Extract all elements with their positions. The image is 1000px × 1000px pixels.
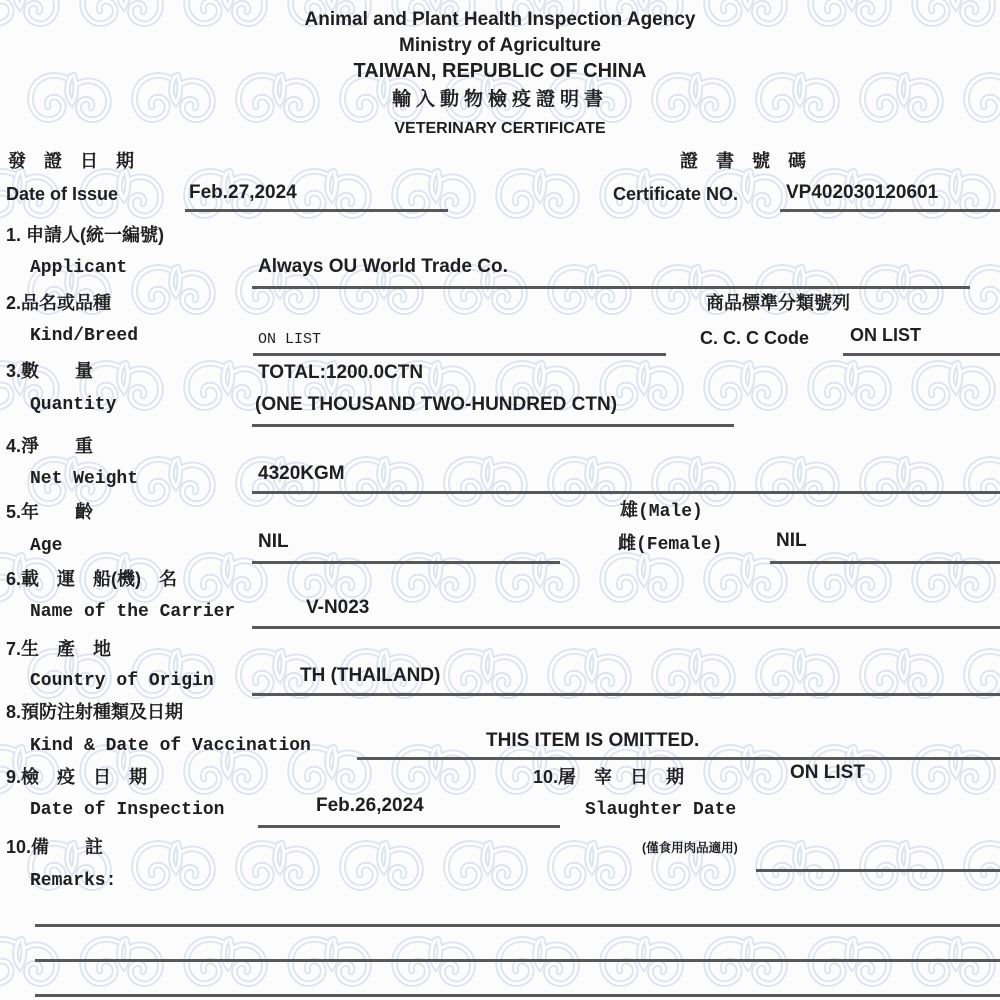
age-male-label: 雄(Male) (620, 502, 703, 522)
certificate-no-underline (780, 209, 1000, 212)
carrier-underline (252, 626, 1000, 629)
slaughter-label-zh: 10.屠 宰 日 期 (533, 767, 685, 787)
kind-breed-value: ON LIST (258, 331, 322, 348)
net-weight-label-en: Net Weight (30, 469, 139, 489)
certificate-no-label-en: Certificate NO. (613, 184, 739, 204)
kind-breed-label-en: Kind/Breed (30, 326, 139, 346)
inspection-label-en: Date of Inspection (30, 800, 225, 820)
ccc-label-zh: 商品標準分類號列 (706, 293, 850, 313)
quantity-value-line2: (ONE THOUSAND TWO-HUNDRED CTN) (255, 394, 618, 415)
kind-breed-label-zh: 2.品名或品種 (6, 293, 112, 313)
origin-label-zh: 7.生 產 地 (6, 639, 112, 659)
issue-date-value: Feb.27,2024 (189, 182, 297, 203)
ccc-value: ON LIST (850, 325, 921, 345)
age-underline (252, 561, 560, 564)
quantity-label-en: Quantity (30, 395, 117, 415)
age-female-value: NIL (776, 530, 807, 551)
carrier-value: V-N023 (306, 597, 370, 618)
applicant-value: Always OU World Trade Co. (258, 256, 508, 277)
age-female-label: 雌(Female) (618, 535, 723, 555)
certificate-no-label-zh: 證 書 號 碼 (680, 151, 806, 171)
slaughter-note-zh: (僅食用肉品適用) (642, 841, 738, 855)
origin-underline (252, 693, 1000, 696)
net-weight-underline (252, 491, 1000, 494)
net-weight-value: 4320KGM (258, 463, 345, 484)
age-value: NIL (258, 531, 289, 552)
header-title-en: VETERINARY CERTIFICATE (394, 120, 606, 137)
quantity-value-line1: TOTAL:1200.0CTN (258, 362, 424, 383)
issue-date-label-zh: 發 證 日 期 (8, 151, 134, 171)
header-ministry: Ministry of Agriculture (399, 35, 601, 56)
carrier-label-en: Name of the Carrier (30, 602, 236, 622)
slaughter-value: ON LIST (790, 762, 865, 783)
kind-breed-underline (253, 353, 666, 356)
header-country: TAIWAN, REPUBLIC OF CHINA (353, 60, 647, 82)
certificate-no-value: VP402030120601 (786, 182, 939, 203)
applicant-underline (252, 286, 970, 289)
age-female-underline (770, 561, 1000, 564)
vaccination-value: THIS ITEM IS OMITTED. (486, 730, 700, 751)
quantity-underline (252, 424, 734, 427)
origin-label-en: Country of Origin (30, 671, 214, 691)
header-title-zh: 輸入動物檢疫證明書 (391, 89, 608, 110)
inspection-value: Feb.26,2024 (316, 795, 424, 816)
age-label-zh: 5.年 齡 (6, 502, 94, 522)
slaughter-label-en: Slaughter Date (585, 800, 737, 820)
vaccination-underline (357, 757, 1000, 760)
remarks-line-1 (35, 924, 1000, 927)
carrier-label-zh: 6.載 運 船(機) 名 (6, 569, 178, 589)
vaccination-label-en: Kind & Date of Vaccination (30, 736, 311, 756)
remarks-line-3 (35, 994, 1000, 997)
inspection-underline (258, 825, 560, 828)
age-label-en: Age (30, 536, 63, 556)
remarks-label-zh: 10.備 註 (6, 837, 104, 857)
origin-value: TH (THAILAND) (300, 665, 441, 686)
remarks-label-en: Remarks: (30, 871, 117, 891)
issue-date-label-en: Date of Issue (6, 184, 119, 204)
quantity-label-zh: 3.數 量 (6, 361, 94, 381)
header-agency: Animal and Plant Health Inspection Agency (304, 9, 696, 30)
ccc-label-en: C. C. C Code (700, 328, 810, 348)
applicant-label-en: Applicant (30, 258, 128, 278)
remarks-line-2 (35, 959, 1000, 962)
inspection-label-zh: 9.檢 疫 日 期 (6, 767, 148, 787)
ccc-underline (843, 353, 1000, 356)
applicant-label-zh: 1. 申請人(統一編號) (6, 225, 165, 245)
net-weight-label-zh: 4.淨 重 (6, 436, 94, 456)
issue-date-underline (185, 209, 448, 212)
slaughter-note-underline (756, 869, 1000, 872)
vaccination-label-zh: 8.預防注射種類及日期 (6, 702, 184, 722)
